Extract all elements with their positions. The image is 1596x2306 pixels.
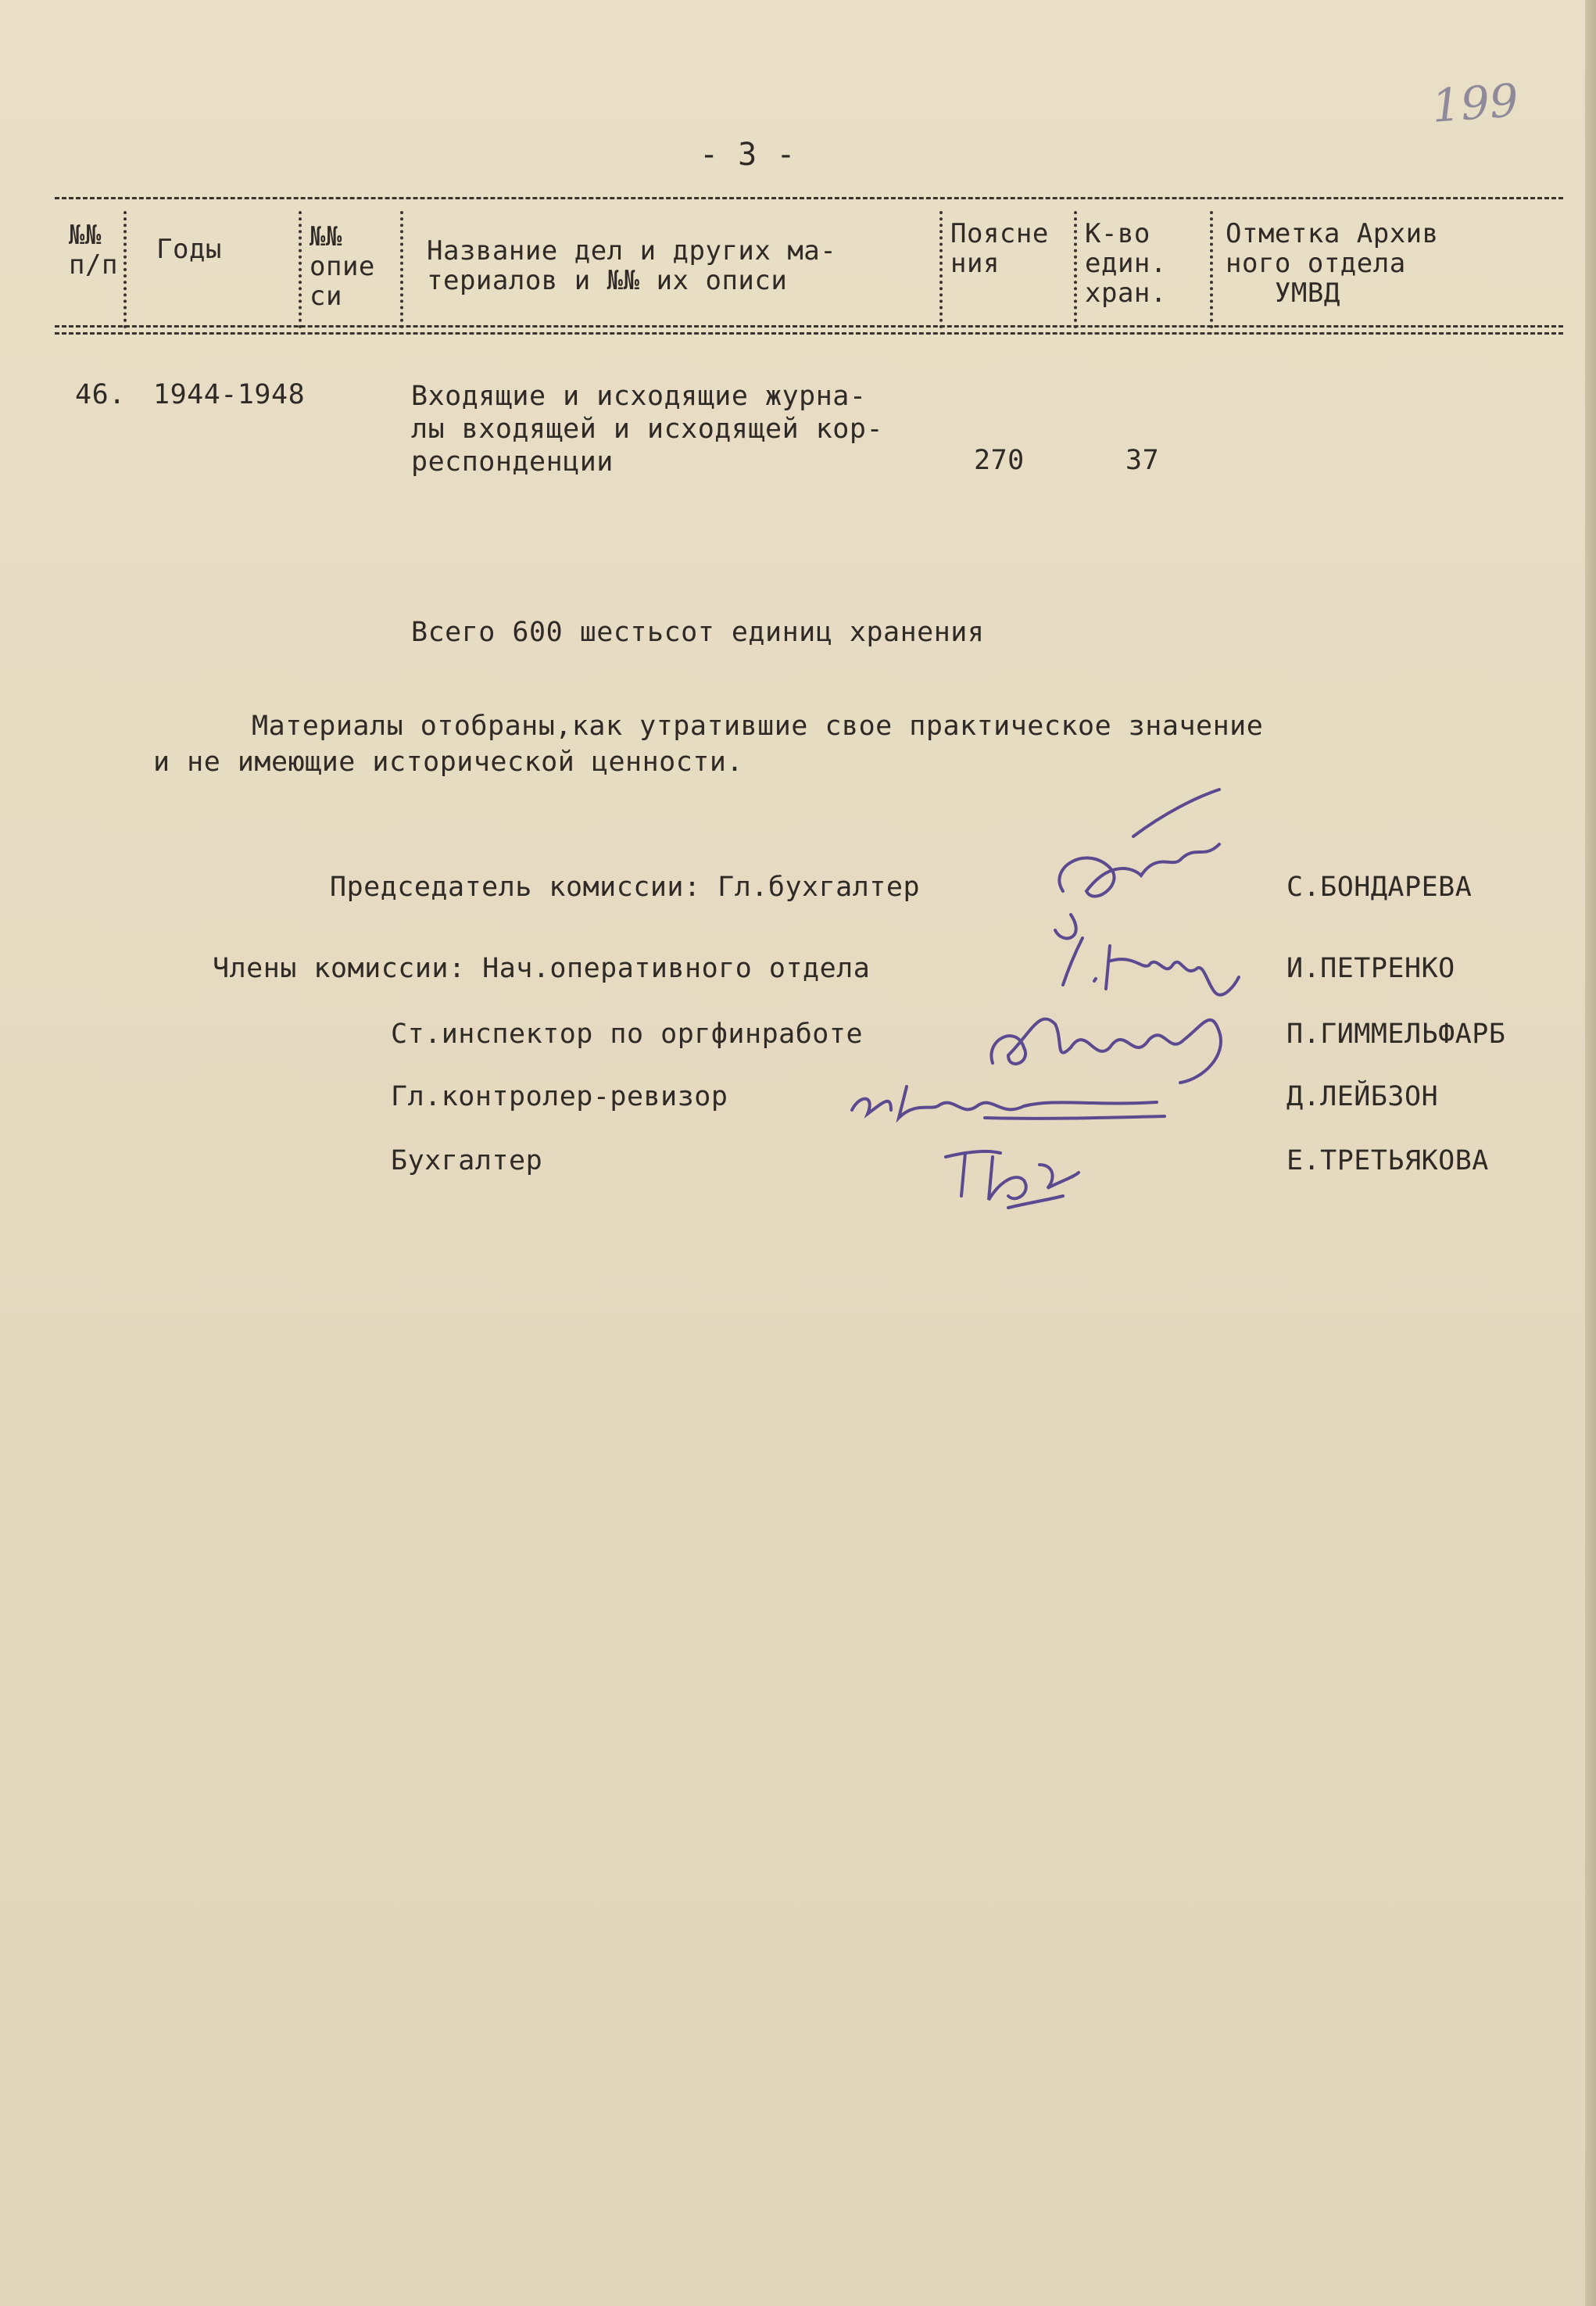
header-notes: Поясне ния: [950, 218, 1049, 279]
column-separator: [939, 211, 943, 328]
archive-sheet-number: 199: [1430, 73, 1520, 133]
row-units: 37: [1125, 445, 1160, 476]
header-title: Название дел и других ма- териалов и №№ их описи: [427, 235, 837, 296]
page-number: - 3 -: [700, 137, 796, 173]
row-title: Входящие и исходящие журна- лы входящей и исходящей кор- респонденции: [411, 381, 884, 478]
members-label: Члены комиссии: Нач.оперативного отдела: [213, 953, 871, 984]
total-line: Всего 600 шестьсот единиц хранения: [411, 617, 985, 648]
member-name: П.ГИММЕЛЬФАРБ: [1286, 1019, 1506, 1050]
member-name: Д.ЛЕЙБЗОН: [1286, 1081, 1439, 1112]
column-separator: [123, 211, 127, 328]
page-edge: [1585, 0, 1596, 2306]
signature-member-4: [930, 1133, 1102, 1219]
member-name: И.ПЕТРЕНКО: [1286, 953, 1455, 984]
chairman-name: С.БОНДАРЕВА: [1286, 872, 1473, 903]
column-separator: [1210, 211, 1213, 328]
column-separator: [400, 211, 403, 328]
row-notes: 270: [974, 445, 1025, 476]
column-separator: [1074, 211, 1077, 328]
header-years: Годы: [156, 234, 222, 265]
header-archive-mark: Отметка Архив ного отдела УМВД: [1226, 218, 1439, 309]
row-years: 1944-1948: [153, 379, 306, 410]
header-units: К-во един. хран.: [1085, 218, 1167, 309]
chairman-label: Председатель комиссии: Гл.бухгалтер: [330, 872, 921, 903]
statement-line-2: и не имеющие исторической ценности.: [153, 747, 744, 778]
table-header-bottom-rule: [55, 325, 1563, 335]
statement-line-1: Материалы отобраны,как утратившие свое практическое значение: [252, 711, 1264, 742]
signature-member-3: [844, 1071, 1172, 1133]
row-no: 46.: [75, 379, 126, 410]
member-position: Ст.инспектор по оргфинработе: [391, 1019, 864, 1050]
header-inventory: №№ опие си: [310, 221, 375, 312]
member-position: Бухгалтер: [391, 1145, 543, 1176]
table-top-rule: [55, 197, 1563, 199]
member-position: Гл.контролер-ревизор: [391, 1081, 728, 1112]
header-no: №№ п/п: [69, 220, 118, 281]
column-separator: [299, 211, 302, 328]
member-name: Е.ТРЕТЬЯКОВА: [1286, 1145, 1489, 1176]
